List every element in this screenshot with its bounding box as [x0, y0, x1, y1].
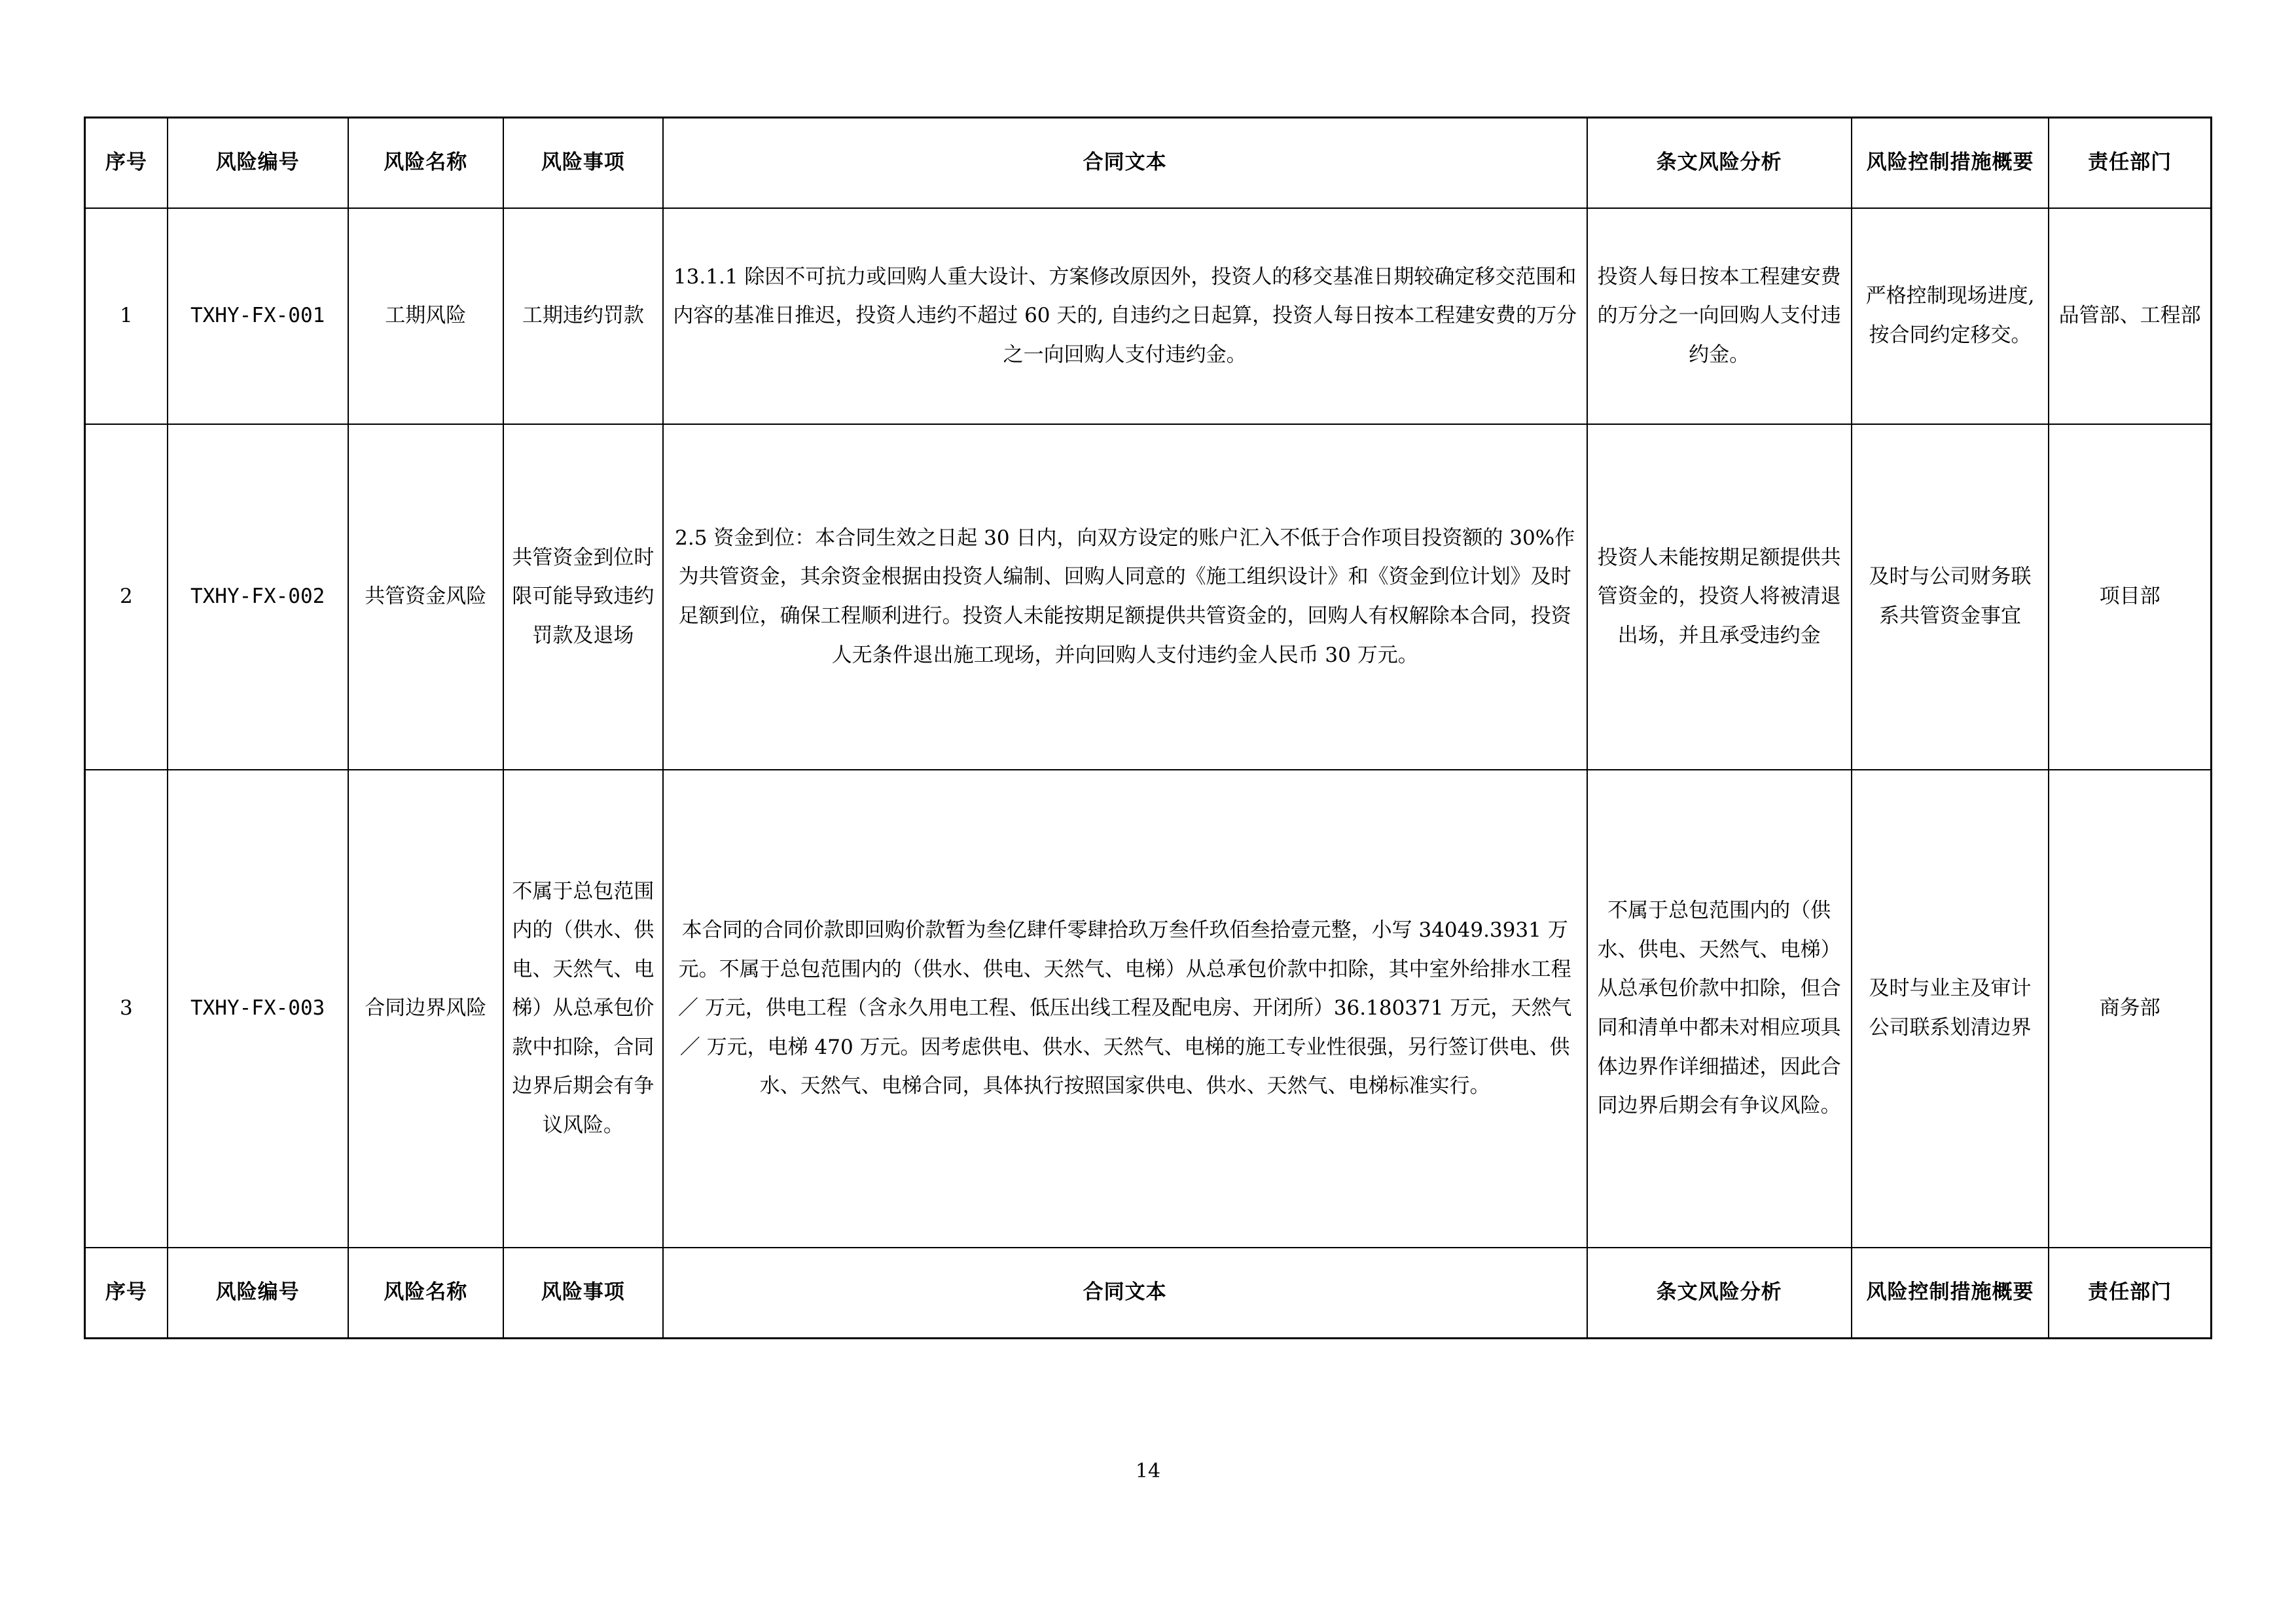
footer-header-cell-name: 风险名称: [348, 1248, 503, 1339]
header-cell-name: 风险名称: [348, 118, 503, 209]
table-row: [85, 208, 2212, 424]
risk-register-table: [84, 117, 2212, 1339]
footer-header-cell-control: 风险控制措施概要: [1852, 1248, 2049, 1339]
table-row: [85, 424, 2212, 770]
cell-contract-text: 2.5 资金到位：本合同生效之日起 30 日内，向双方设定的账户汇入不低于合作项目投资额的 30%作为共管资金，其余资金根据由投资人编制、回购人同意的《施工组织设计》和《资金到位计划》及时足额到位，确保工程顺利进行。投资人未能按期足额提供共管资金的，回购人有权解除本合同，投资人无条件退出施工现场，并向回购人支付违约金人民币 30 万元。: [663, 424, 1587, 770]
footer-header-cell-item: 风险事项: [503, 1248, 663, 1339]
page-number: 14: [1135, 1460, 1161, 1483]
cell-contract-text: 本合同的合同价款即回购价款暂为叁亿肆仟零肆拾玖万叁仟玖佰叁拾壹元整，小写 34049.3931 万元。不属于总包范围内的（供水、供电、天然气、电梯）从总承包价款中扣除，其中室外给排水工程 ／ 万元，供电工程（含永久用电工程、低压出线工程及配电房、开闭所）36.180371 万元，天然气 ／ 万元，电梯 470 万元。因考虑供电、供水、天然气、电梯的施工专业性很强，另行签订供电、供水、天然气、电梯合同，具体执行按照国家供电、供水、天然气、电梯标准实行。: [663, 770, 1587, 1248]
cell-seq: 2: [85, 424, 168, 770]
cell-name: 工期风险: [348, 208, 503, 424]
header-cell-analysis: 条文风险分析: [1587, 118, 1852, 209]
table-row: [85, 770, 2212, 1248]
footer-header-cell-code: 风险编号: [168, 1248, 348, 1339]
table-footer-header-row: [85, 1248, 2212, 1339]
cell-seq: 1: [85, 208, 168, 424]
cell-analysis: 不属于总包范围内的（供水、供电、天然气、电梯）从总承包价款中扣除，但合同和清单中都未对相应项具体边界作详细描述，因此合同边界后期会有争议风险。: [1587, 770, 1852, 1248]
cell-name: 合同边界风险: [348, 770, 503, 1248]
cell-dept: 品管部、工程部: [2049, 208, 2211, 424]
cell-item: 不属于总包范围内的（供水、供电、天然气、电梯）从总承包价款中扣除，合同边界后期会有争议风险。: [503, 770, 663, 1248]
cell-item: 共管资金到位时限可能导致违约罚款及退场: [503, 424, 663, 770]
cell-contract-text: 13.1.1 除因不可抗力或回购人重大设计、方案修改原因外，投资人的移交基准日期较确定移交范围和内容的基准日推迟，投资人违约不超过 60 天的, 自违约之日起算，投资人每日按本工程建安费的万分之一向回购人支付违约金。: [663, 208, 1587, 424]
header-cell-control: 风险控制措施概要: [1852, 118, 2049, 209]
footer-header-cell-dept: 责任部门: [2049, 1248, 2211, 1339]
risk-table-container: [84, 117, 2212, 1339]
cell-code: TXHY-FX-002: [168, 424, 348, 770]
cell-code: TXHY-FX-001: [168, 208, 348, 424]
table-header-row: [85, 118, 2212, 209]
cell-control: 及时与公司财务联系共管资金事宜: [1852, 424, 2049, 770]
cell-dept: 商务部: [2049, 770, 2211, 1248]
header-cell-text: 合同文本: [663, 118, 1587, 209]
header-cell-code: 风险编号: [168, 118, 348, 209]
cell-control: 及时与业主及审计公司联系划清边界: [1852, 770, 2049, 1248]
footer-header-cell-seq: 序号: [85, 1248, 168, 1339]
cell-item: 工期违约罚款: [503, 208, 663, 424]
header-cell-item: 风险事项: [503, 118, 663, 209]
footer-header-cell-text: 合同文本: [663, 1248, 1587, 1339]
cell-name: 共管资金风险: [348, 424, 503, 770]
cell-control: 严格控制现场进度, 按合同约定移交。: [1852, 208, 2049, 424]
header-cell-seq: 序号: [85, 118, 168, 209]
footer-header-cell-analysis: 条文风险分析: [1587, 1248, 1852, 1339]
cell-dept: 项目部: [2049, 424, 2211, 770]
cell-seq: 3: [85, 770, 168, 1248]
cell-code: TXHY-FX-003: [168, 770, 348, 1248]
cell-analysis: 投资人每日按本工程建安费的万分之一向回购人支付违约金。: [1587, 208, 1852, 424]
cell-analysis: 投资人未能按期足额提供共管资金的，投资人将被清退出场，并且承受违约金: [1587, 424, 1852, 770]
header-cell-dept: 责任部门: [2049, 118, 2211, 209]
